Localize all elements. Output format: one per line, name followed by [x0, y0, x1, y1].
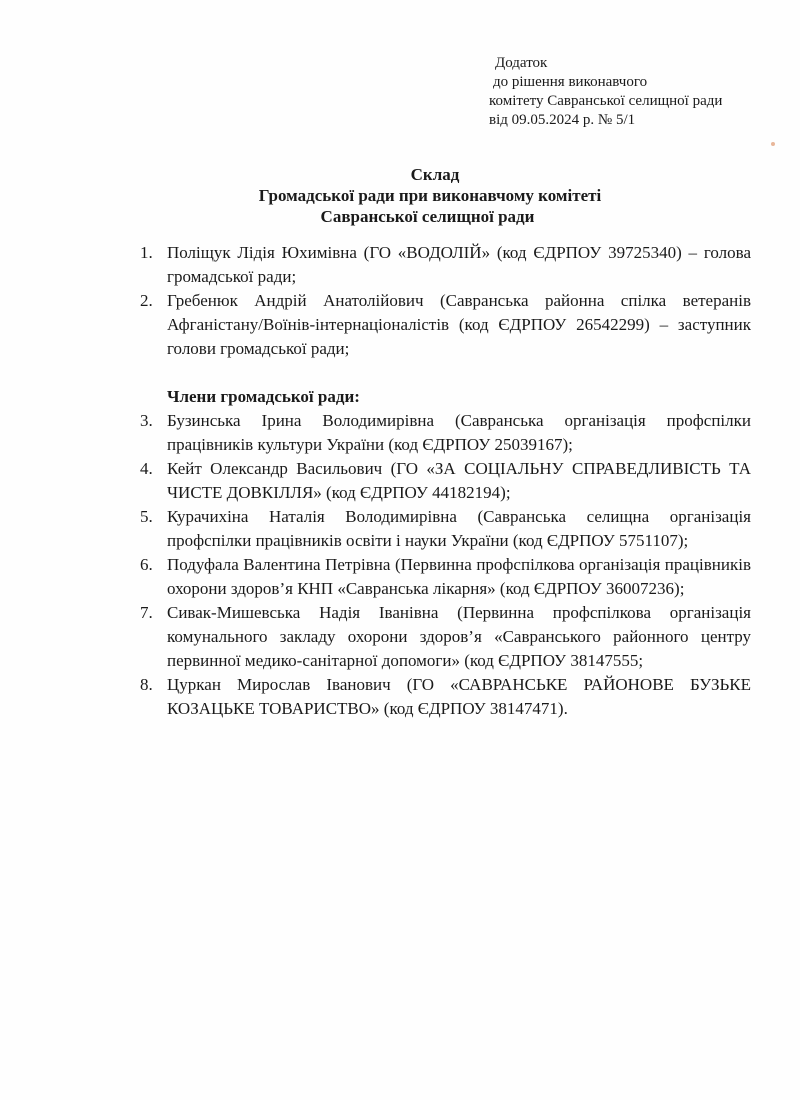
list-item	[140, 457, 751, 505]
item-text: Подуфала Валентина Петрівна (Первинна профспілкова організація працівників охорони здоров’я КНП «Савранська лікарня» (код ЄДРПОУ 36007236);	[167, 555, 751, 598]
item-text: Сивак-Мишевська Надія Іванівна (Первинна профспілкова організація комунального закладу охорони здоров’я «Савранського районного центру первинної медико-санітарної допомоги» (код ЄДРПОУ 38147555;	[167, 603, 751, 670]
item-number: 6.	[140, 555, 153, 574]
item-text: Кейт Олександр Васильович (ГО «ЗА СОЦІАЛЬНУ СПРАВЕДЛИВІСТЬ ТА ЧИСТЕ ДОВКІЛЛЯ» (код ЄДРПОУ 44182194);	[167, 459, 751, 502]
item-text: Поліщук Лідія Юхимівна (ГО «ВОДОЛІЙ» (код ЄДРПОУ 39725340) – голова громадської ради;	[167, 243, 751, 286]
title-line-1: Склад	[410, 165, 460, 184]
item-text: Курачихіна Наталія Володимирівна (Савранська селищна організація профспілки працівників освіти і науки України (код ЄДРПОУ 5751107);	[167, 507, 751, 550]
item-number: 7.	[140, 603, 153, 622]
list-item	[140, 601, 751, 673]
annex-line-1: Додаток	[495, 55, 548, 71]
item-number: 1.	[140, 243, 153, 262]
title-line-3: Савранської селищної ради	[320, 207, 535, 226]
list-item	[140, 553, 751, 601]
annex-block	[489, 54, 722, 130]
list-item	[140, 409, 751, 457]
council-members-list	[140, 241, 751, 721]
item-number: 2.	[140, 291, 153, 310]
list-item	[140, 289, 751, 361]
item-number: 5.	[140, 507, 153, 526]
list-item	[140, 241, 751, 289]
item-text: Гребенюк Андрій Анатолійович (Савранська районна спілка ветеранів Афганістану/Воїнів-інтернаціоналістів (код ЄДРПОУ 26542299) – заступник голови громадської ради;	[167, 291, 751, 358]
item-text: Бузинська Ірина Володимирівна (Савранська організація профспілки працівників культури України (код ЄДРПОУ 25039167);	[167, 411, 751, 454]
annex-line-3: комітету Савранської селищної ради	[489, 93, 723, 109]
item-number: 3.	[140, 411, 153, 430]
document-title	[0, 164, 800, 227]
item-number: 8.	[140, 675, 153, 694]
annex-line-2: до рішення виконавчого	[493, 74, 648, 90]
members-heading: Члени громадської ради:	[167, 387, 360, 406]
scan-artifact	[771, 142, 775, 146]
title-line-2: Громадської ради при виконавчому комітеті	[258, 186, 602, 205]
list-item	[140, 505, 751, 553]
annex-line-4: від 09.05.2024 р. № 5/1	[489, 112, 636, 128]
item-text: Цуркан Мирослав Іванович (ГО «САВРАНСЬКЕ РАЙОНОВЕ БУЗЬКЕ КОЗАЦЬКЕ ТОВАРИСТВО» (код ЄДРПОУ 38147471).	[167, 675, 751, 718]
item-number: 4.	[140, 459, 153, 478]
list-item	[140, 673, 751, 721]
